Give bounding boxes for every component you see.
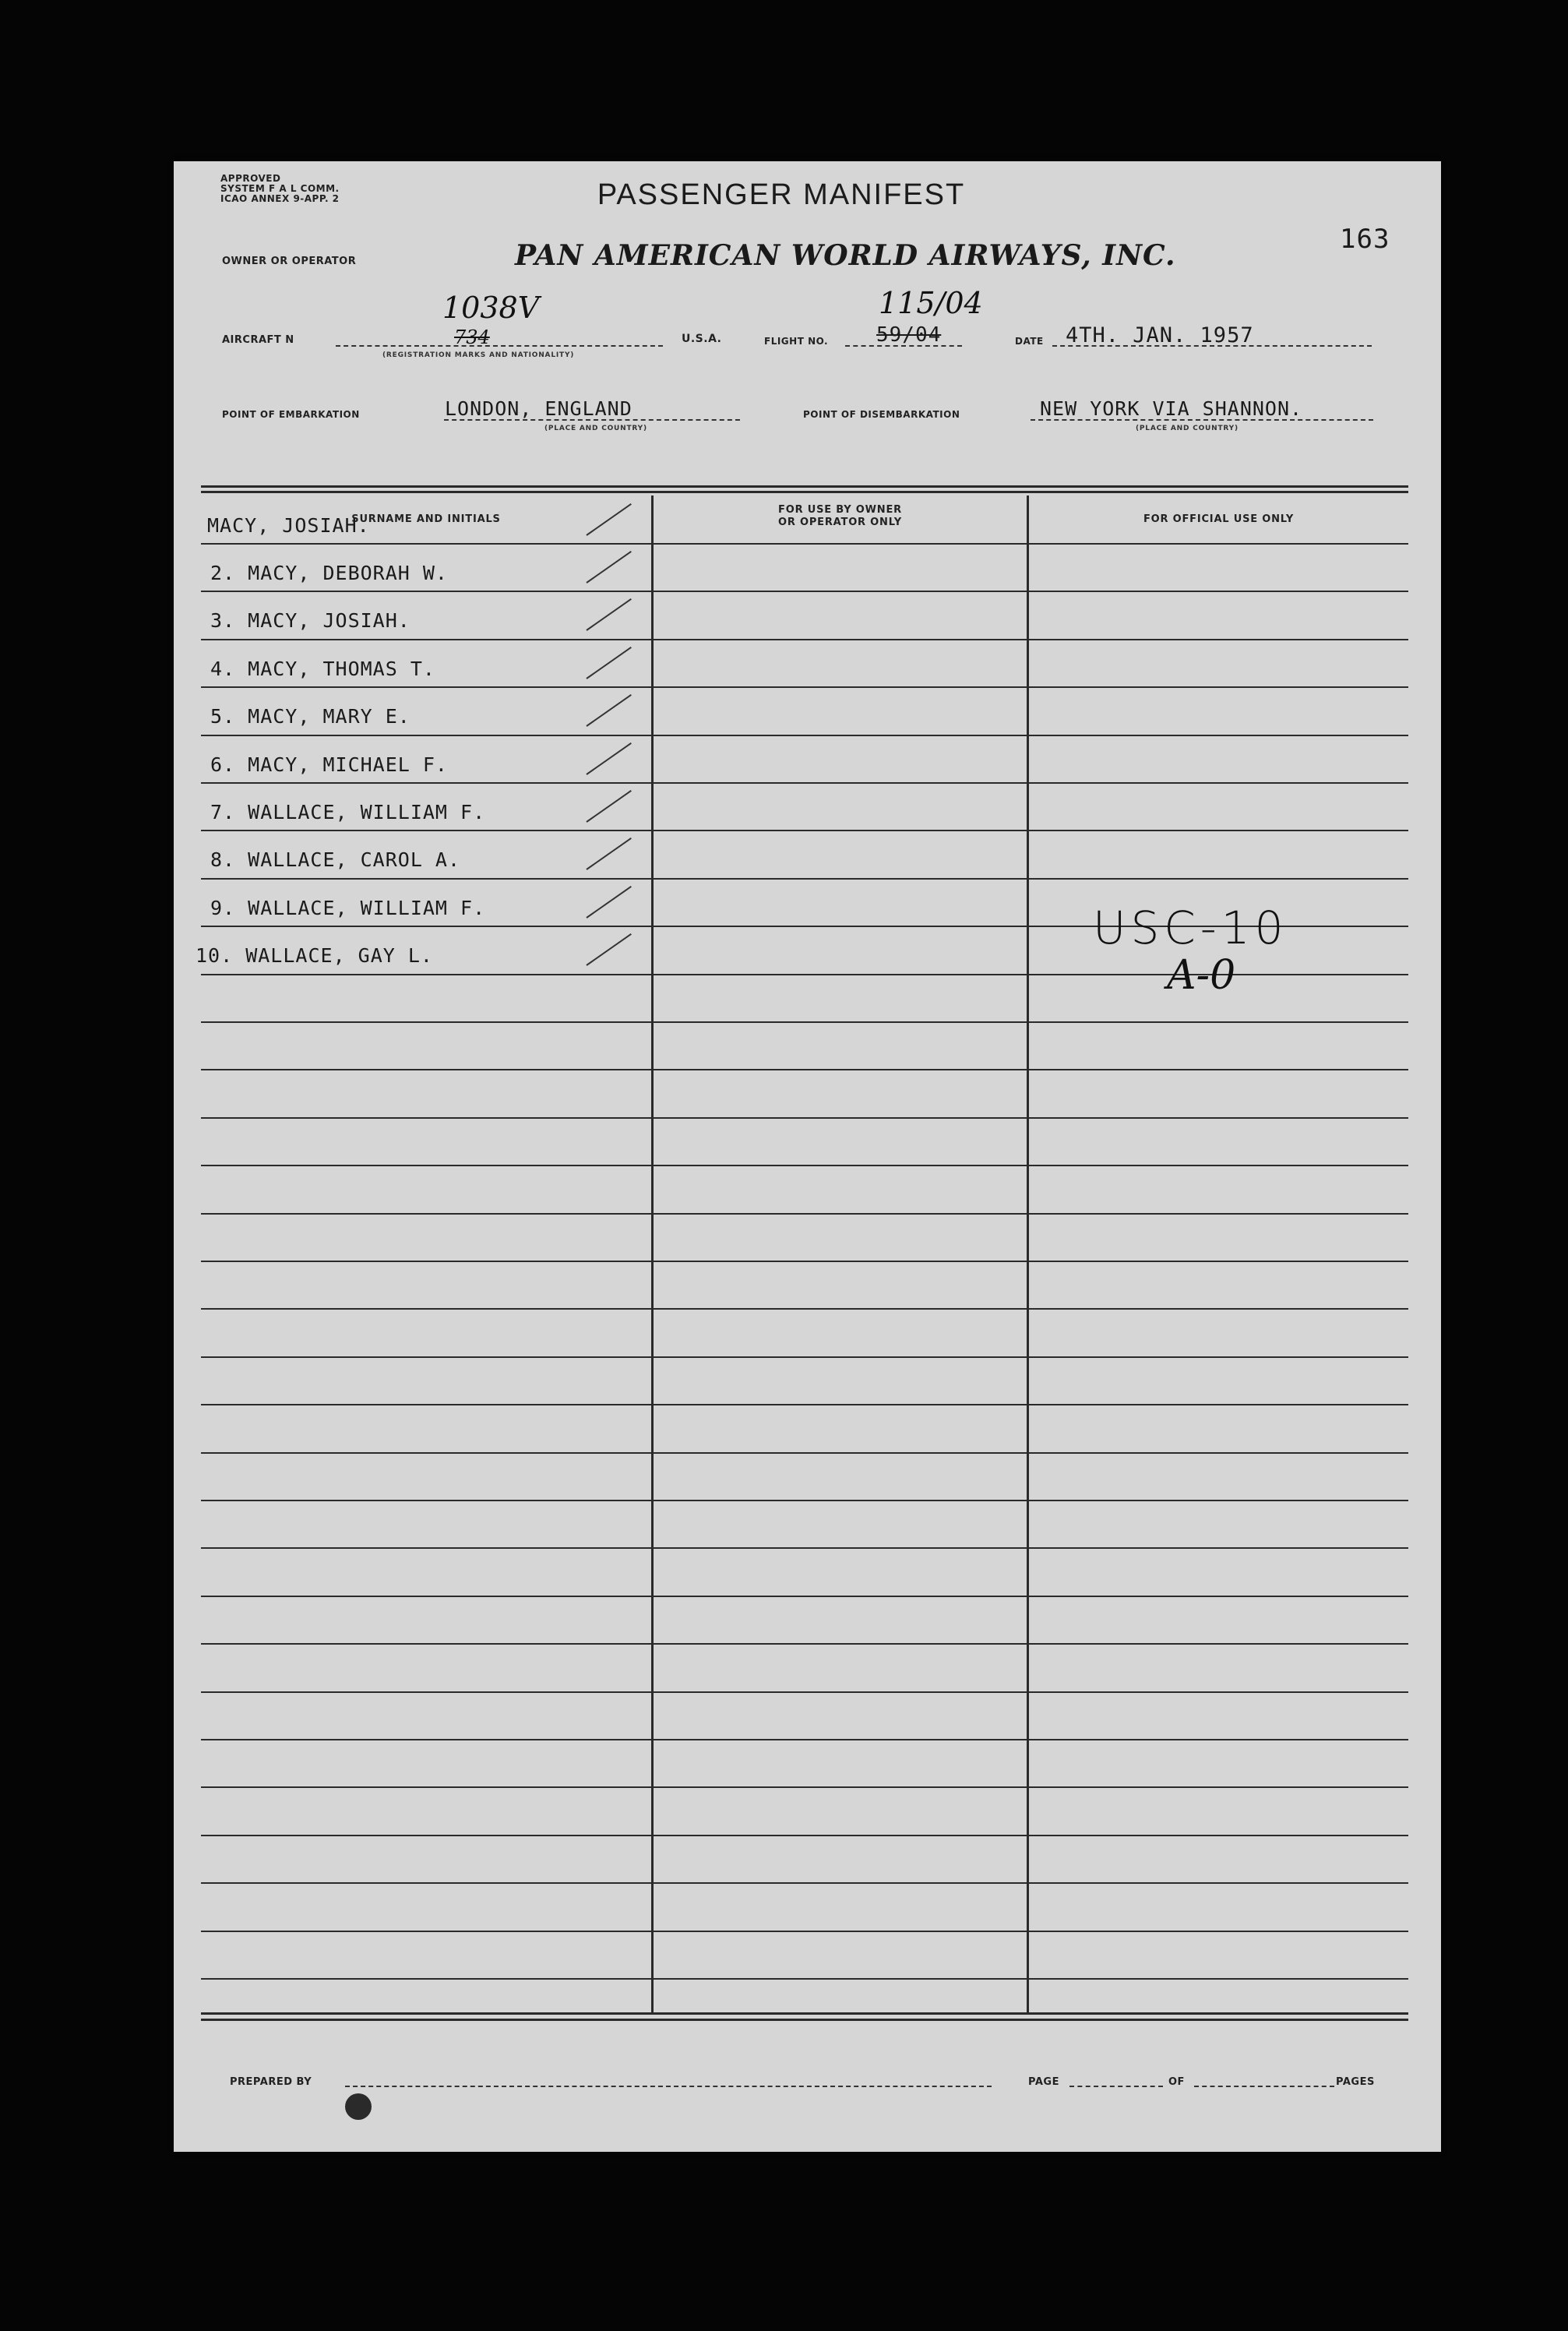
aircraft-line [336,345,663,347]
table-top-rule [201,491,1408,493]
pages-label: PAGES [1336,2076,1375,2088]
row-rule [201,1308,1408,1310]
disembark-label: POINT OF DISEMBARKATION [803,409,960,420]
page-label: PAGE [1028,2076,1059,2088]
column-header-owner-line: FOR USE BY OWNER [778,504,902,516]
page-line [1069,2086,1163,2087]
flight-number: 59/04 [876,323,942,347]
column-header-owner-line: OR OPERATOR ONLY [778,517,902,528]
of-line [1194,2086,1334,2087]
usa-label: U.S.A. [682,333,722,345]
passenger-name: 3. MACY, JOSIAH. [210,609,410,632]
row-rule [201,1691,1408,1693]
row-rule [201,1978,1408,1980]
official-note: USC-10 [1093,901,1288,954]
column-header-surname: SURNAME AND INITIALS [351,513,501,525]
row-rule [201,1356,1408,1358]
flight-date: 4TH. JAN. 1957 [1066,323,1254,347]
row-rule [201,878,1408,880]
passenger-name: MACY, JOSIAH. [207,514,370,537]
row-rule [201,1500,1408,1501]
embark-value: LONDON, ENGLAND [445,397,632,420]
row-rule [201,1882,1408,1884]
disembark-value: NEW YORK VIA SHANNON. [1040,397,1303,420]
approval-line: ICAO ANNEX 9-APP. 2 [220,193,340,204]
row-rule [201,1452,1408,1454]
flight-handwritten: 115/04 [879,286,983,320]
registration-caption: (REGISTRATION MARKS AND NATIONALITY) [382,351,575,359]
check-mark-icon [586,551,631,584]
check-mark-icon [586,790,631,823]
check-mark-icon [586,694,631,727]
check-mark-icon [586,742,631,775]
approval-line: SYSTEM F A L COMM. [220,183,340,194]
table-bottom-rule [201,2012,1408,2015]
row-rule [201,543,1408,545]
row-rule [201,1596,1408,1597]
row-rule [201,1739,1408,1740]
passenger-name: 5. MACY, MARY E. [210,705,410,728]
row-rule [201,1021,1408,1023]
passenger-name: 6. MACY, MICHAEL F. [210,753,448,776]
date-label: DATE [1015,336,1044,347]
union-label-mark [345,2093,372,2120]
column-header-owner [654,504,1027,529]
approval-line: APPROVED [220,173,281,184]
row-rule [201,591,1408,592]
row-rule [201,1069,1408,1070]
row-rule [201,1547,1408,1549]
operator-name: PAN AMERICAN WORLD AIRWAYS, INC. [515,239,1176,272]
row-rule [201,1261,1408,1262]
check-mark-icon [586,598,631,631]
aircraft-handwritten: 1038V [442,291,540,325]
official-note: A-0 [1167,952,1236,999]
table-top-rule [201,485,1408,488]
approval-block [220,174,340,204]
page-number: 163 [1340,224,1390,255]
check-mark-icon [586,838,631,870]
form-title: PASSENGER MANIFEST [597,178,966,211]
embark-label: POINT OF EMBARKATION [222,409,360,420]
passenger-name: 10. WALLACE, GAY L. [196,944,433,967]
row-rule [201,735,1408,736]
row-rule [201,1165,1408,1166]
check-mark-icon [586,933,631,966]
row-rule [201,1835,1408,1836]
passenger-name: 7. WALLACE, WILLIAM F. [210,801,486,823]
row-rule [201,1404,1408,1405]
passenger-name: 4. MACY, THOMAS T. [210,658,435,680]
row-rule [201,782,1408,784]
row-rule [201,1786,1408,1788]
table-bottom-rule [201,2019,1408,2021]
of-label: OF [1168,2076,1185,2088]
aircraft-label: AIRCRAFT N [222,334,294,346]
prepared-label: PREPARED BY [230,2076,312,2088]
passenger-name: 2. MACY, DEBORAH W. [210,562,448,584]
check-mark-icon [586,647,631,679]
check-mark-icon [586,886,631,919]
passenger-name: 8. WALLACE, CAROL A. [210,848,461,871]
row-rule [201,1643,1408,1645]
manifest-sheet [174,161,1441,2152]
aircraft-number: 734 [454,326,490,348]
row-rule [201,1117,1408,1119]
row-rule [201,830,1408,831]
row-rule [201,686,1408,688]
disembark-caption: (PLACE AND COUNTRY) [1136,425,1239,432]
row-rule [201,1931,1408,1932]
passenger-name: 9. WALLACE, WILLIAM F. [210,897,486,919]
prepared-line [345,2086,992,2087]
owner-label: OWNER OR OPERATOR [222,256,357,267]
embark-caption: (PLACE AND COUNTRY) [544,425,647,432]
row-rule [201,639,1408,640]
flight-label: FLIGHT NO. [764,336,829,347]
row-rule [201,1213,1408,1215]
column-header-official: FOR OFFICIAL USE ONLY [1143,513,1295,525]
